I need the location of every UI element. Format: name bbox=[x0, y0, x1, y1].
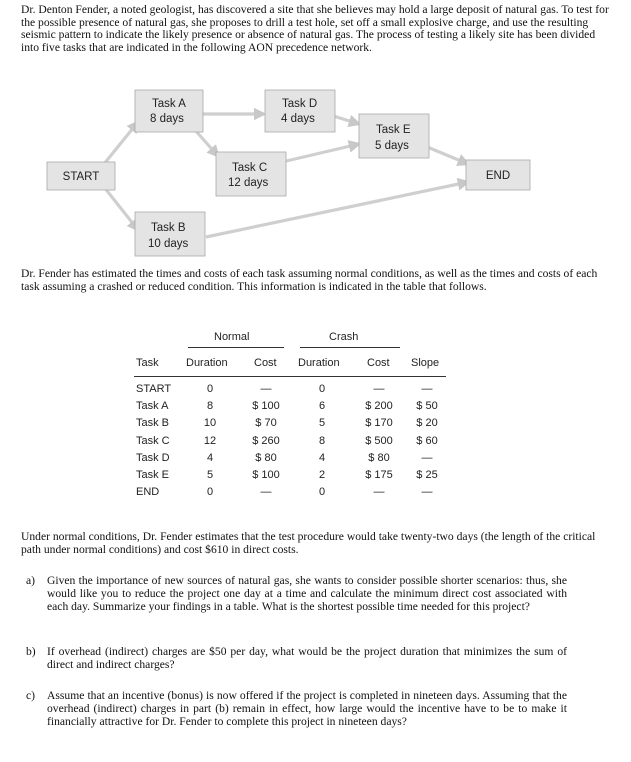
table-cell-cc: — bbox=[373, 383, 385, 395]
question-c-label: c) bbox=[26, 689, 36, 702]
table-cell-cc: $ 170 bbox=[365, 417, 393, 430]
table-cell-nc: — bbox=[260, 486, 272, 499]
group-crash-rule bbox=[300, 347, 400, 348]
table-cell-cd: 0 bbox=[318, 383, 326, 395]
table-cell-cc: — bbox=[373, 486, 385, 499]
arrow-c-to-e bbox=[282, 144, 359, 162]
question-b-text: If overhead (indirect) charges are $50 per day, what would be the project duration that minimizes the sum of direct and indirect charges? bbox=[47, 645, 567, 671]
node-task-c bbox=[216, 152, 286, 196]
estimates-paragraph: Dr. Fender has estimated the times and costs of each task assuming normal conditions, as well as the times and costs of each task assuming a crashed or reduced condition. This information is indicated in the table that follows. bbox=[21, 267, 598, 293]
node-task-a bbox=[135, 90, 203, 132]
question-c bbox=[26, 689, 567, 728]
arrow-start-to-a bbox=[104, 122, 138, 164]
table-cell-cc: $ 80 bbox=[368, 451, 390, 464]
task-cost-table bbox=[128, 326, 458, 511]
table-cell-slope: $ 20 bbox=[416, 417, 438, 430]
arrow-start-to-b bbox=[104, 187, 138, 230]
table-cell-task: Task E bbox=[136, 469, 170, 481]
normal-conditions-paragraph: Under normal conditions, Dr. Fender estimates that the test procedure would take twenty-two days (the length of the critical path under normal conditions) and cost $610 in direct costs. bbox=[21, 530, 596, 556]
node-task-d bbox=[265, 90, 335, 132]
table-cell-slope: $ 25 bbox=[416, 469, 438, 481]
table-cell-cc: $ 175 bbox=[365, 469, 393, 481]
table-cell-cd: 0 bbox=[318, 486, 326, 499]
table-cell-nd: 0 bbox=[206, 486, 214, 499]
node-start-label: START bbox=[62, 171, 100, 183]
task-d-duration: 4 days bbox=[281, 113, 315, 125]
table-cell-task: Task C bbox=[136, 434, 170, 447]
node-end-label: END bbox=[485, 170, 511, 182]
group-normal: Normal bbox=[214, 331, 250, 343]
task-e-name: Task E bbox=[376, 124, 411, 136]
group-normal-rule bbox=[188, 347, 284, 348]
arrow-a-to-c bbox=[195, 130, 218, 156]
table-cell-nd: 10 bbox=[203, 417, 217, 430]
question-b bbox=[26, 645, 567, 672]
header-crash-cost: Cost bbox=[367, 357, 390, 369]
header-slope: Slope bbox=[411, 357, 440, 369]
table-cell-slope: — bbox=[421, 486, 433, 499]
task-a-name: Task A bbox=[152, 98, 186, 110]
table-cell-slope: $ 60 bbox=[416, 434, 438, 447]
table-cell-cd: 4 bbox=[318, 451, 326, 464]
question-b-label: b) bbox=[26, 645, 36, 658]
table-cell-nd: 5 bbox=[206, 469, 214, 481]
table-cell-cc: $ 200 bbox=[365, 400, 393, 413]
table-cell-task: Task A bbox=[136, 400, 169, 413]
question-a bbox=[26, 574, 567, 613]
task-b-duration: 10 days bbox=[148, 238, 189, 250]
table-cell-nd: 12 bbox=[203, 434, 217, 447]
task-a-duration: 8 days bbox=[150, 113, 184, 125]
question-c-text: Assume that an incentive (bonus) is now offered if the project is completed in nineteen days. Assuming that the overhead (indirect) charges in part (b) remain in effect, how large would the incentive have to be to make it financially attractive for Dr. Fender to complete this project in nineteen days? bbox=[47, 689, 567, 728]
node-end bbox=[466, 160, 530, 190]
header-crash-duration: Duration bbox=[298, 357, 340, 369]
group-crash: Crash bbox=[329, 331, 359, 343]
table-cell-cd: 2 bbox=[318, 469, 326, 481]
table-cell-nc: $ 70 bbox=[255, 417, 277, 430]
table-cell-task: Task D bbox=[136, 451, 170, 464]
task-c-duration: 12 days bbox=[228, 177, 269, 189]
question-a-text: Given the importance of new sources of natural gas, she wants to consider possible shorter scenarios: thus, she would like you to reduce the project one day at a time and calculate the minimum direct cost associated with each day. Summarize your findings in a table. What is the shortest possible time needed for this project? bbox=[47, 574, 567, 613]
task-c-name: Task C bbox=[232, 162, 268, 174]
table-cell-cc: $ 500 bbox=[365, 434, 393, 447]
table-cell-task: START bbox=[136, 383, 172, 395]
node-task-b bbox=[135, 212, 205, 256]
table-cell-cd: 5 bbox=[318, 417, 326, 430]
table-cell-nc: — bbox=[260, 383, 272, 395]
table-cell-cd: 6 bbox=[318, 400, 326, 413]
header-normal-duration: Duration bbox=[186, 357, 228, 369]
table-cell-nd: 0 bbox=[206, 383, 214, 395]
table-cell-task: END bbox=[136, 486, 160, 499]
table-cell-slope: $ 50 bbox=[416, 400, 438, 413]
task-e-duration: 5 days bbox=[375, 140, 409, 152]
table-cell-nc: $ 100 bbox=[252, 400, 280, 413]
table-cell-task: Task B bbox=[136, 417, 170, 430]
task-d-name: Task D bbox=[282, 98, 318, 110]
table-cell-nd: 8 bbox=[206, 400, 214, 413]
node-task-e bbox=[359, 114, 429, 158]
arrow-e-to-end bbox=[425, 146, 468, 164]
table-cell-nc: $ 80 bbox=[255, 451, 277, 464]
table-cell-slope: — bbox=[421, 451, 433, 464]
table-cell-slope: — bbox=[421, 383, 433, 395]
question-a-label: a) bbox=[26, 574, 36, 587]
table-cell-nc: $ 260 bbox=[252, 434, 280, 447]
header-rule bbox=[134, 376, 446, 377]
node-start bbox=[47, 162, 115, 190]
table-cell-nd: 4 bbox=[206, 451, 214, 464]
header-task: Task bbox=[136, 357, 159, 369]
table-cell-cd: 8 bbox=[318, 434, 326, 447]
aon-network-diagram bbox=[0, 84, 631, 270]
task-b-name: Task B bbox=[151, 222, 186, 234]
header-normal-cost: Cost bbox=[254, 357, 277, 369]
table-cell-nc: $ 100 bbox=[252, 469, 280, 481]
intro-paragraph: Dr. Denton Fender, a noted geologist, has discovered a site that she believes may hold a large deposit of natural gas. To test for the possible presence of natural gas, she proposes to drill a test hole, set off a small explosive charge, and use the resulting seismic pattern to indicate the likely presence or absence of natural gas. The process of testing a likely site has been divided into five tasks that are indicated in the following AON precedence network. bbox=[21, 3, 609, 54]
